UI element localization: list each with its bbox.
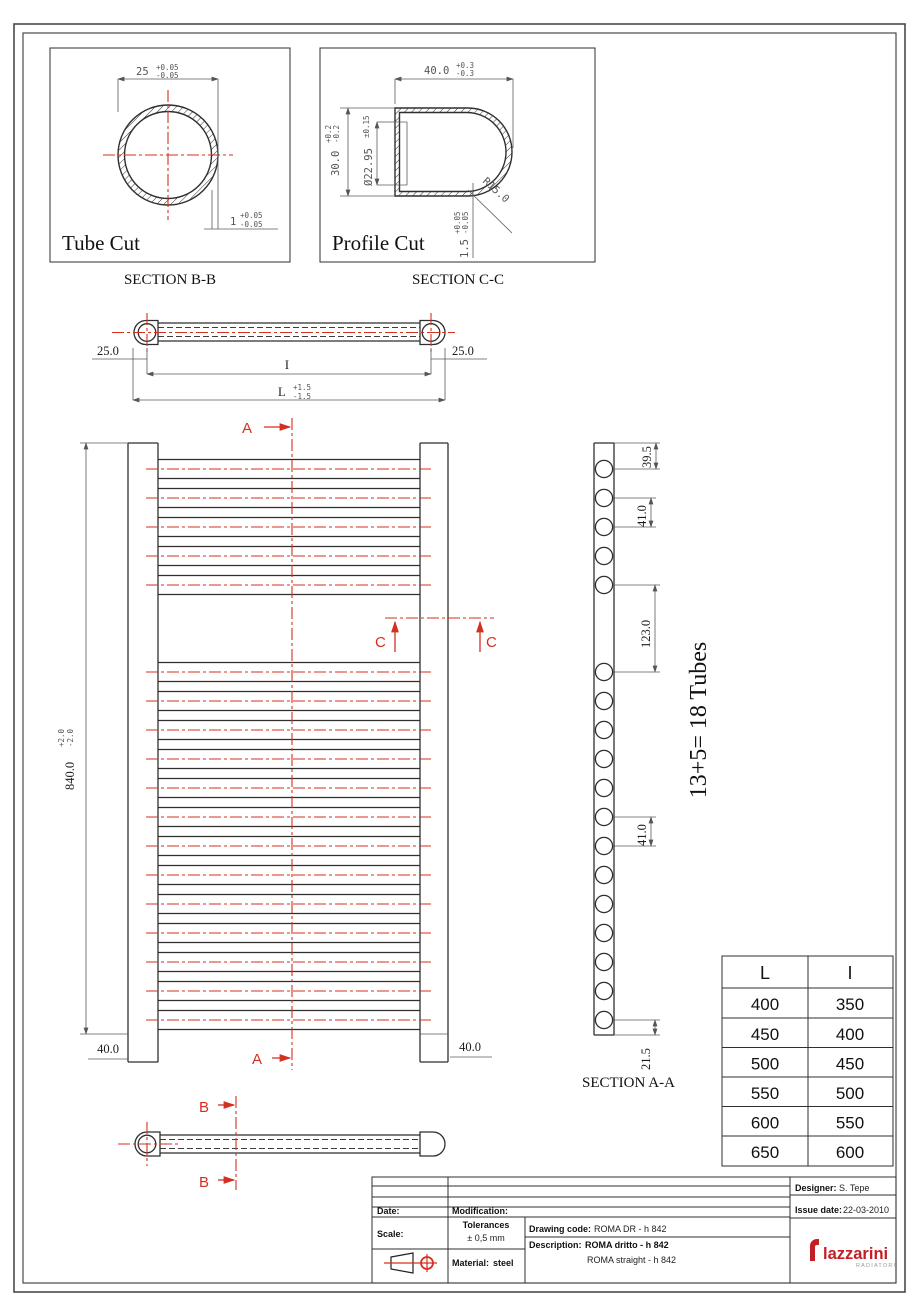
designer-value: S. Tepe (839, 1183, 870, 1193)
svg-text:-0.2: -0.2 (332, 124, 341, 143)
table-cell: 500 (835, 1084, 865, 1103)
brand-icon (810, 1239, 819, 1261)
svg-text:+0.2: +0.2 (324, 124, 333, 143)
view-elevation (57, 418, 497, 1070)
table-cell: 600 (835, 1143, 865, 1162)
lazzarini-logo (810, 1239, 896, 1269)
section-label: SECTION C-C (411, 272, 505, 288)
svg-text:-1.5: -1.5 (293, 392, 312, 401)
dim-pitch-upper: 41.0 (635, 505, 649, 527)
svg-text:+0.05: +0.05 (156, 63, 179, 72)
view-section-cc (320, 48, 595, 288)
table-cell: 350 (835, 995, 865, 1014)
svg-text:+0.05: +0.05 (453, 211, 462, 234)
view-title: Tube Cut (62, 231, 141, 255)
svg-text:-0.05: -0.05 (240, 220, 263, 229)
section-tube-circles (595, 460, 612, 1028)
svg-text:-0.3: -0.3 (456, 69, 475, 78)
marker-c-right: C (486, 634, 497, 651)
dim-left-offset: 25.0 (97, 344, 119, 358)
svg-text:+1.5: +1.5 (293, 383, 312, 392)
svg-text:-0.05: -0.05 (461, 211, 470, 234)
section-label: SECTION B-B (123, 272, 217, 288)
table-cell: 600 (750, 1113, 780, 1133)
elevation-tubes (146, 460, 432, 1030)
dim-top: 39.5 (640, 446, 654, 468)
title-block (372, 1177, 896, 1283)
projection-symbol-icon (384, 1253, 437, 1273)
tolerances-label: Tolerances (462, 1220, 510, 1230)
dim-overall: L (278, 385, 286, 399)
marker-c-left: C (375, 634, 386, 651)
dim-foot-left: 40.0 (97, 1042, 119, 1056)
col-header-i: I (847, 963, 853, 983)
table-cell: 450 (750, 1025, 780, 1044)
drawing-code-value: ROMA DR - h 842 (594, 1224, 667, 1234)
material-value: steel (493, 1258, 514, 1268)
table-cell: 400 (750, 995, 780, 1014)
dim-right-offset: 25.0 (452, 344, 474, 358)
brand-subtitle: RADIATORI (856, 1263, 897, 1269)
scale-label: Scale: (377, 1229, 404, 1239)
modification-label: Modification: (452, 1206, 508, 1216)
marker-b-top: B (199, 1099, 210, 1116)
view-title: Profile Cut (332, 231, 425, 255)
svg-text:+2.0: +2.0 (57, 728, 66, 747)
dim-wall: 1.5 (459, 239, 471, 258)
description-value: ROMA dritto - h 842 (585, 1240, 669, 1250)
dim-bottom: 21.5 (639, 1048, 653, 1070)
dim-foot-right: 40.0 (459, 1040, 481, 1054)
dim-axis-span: I (284, 358, 290, 372)
designer-label: Designer: (795, 1183, 837, 1193)
table-cell: 400 (835, 1025, 865, 1044)
dim-wall: 1 (230, 216, 237, 228)
drawing-code-label: Drawing code: (529, 1224, 592, 1234)
material-label: Material: (452, 1258, 490, 1268)
tolerances-value: ± 0,5 mm (467, 1233, 505, 1243)
view-section-aa (582, 443, 712, 1091)
description-label: Description: (529, 1240, 582, 1250)
marker-a-top: A (242, 420, 253, 437)
table-cell: 550 (750, 1084, 780, 1103)
size-table (722, 956, 893, 1166)
date-label: Date: (377, 1206, 400, 1216)
table-cell: 450 (835, 1054, 865, 1074)
svg-text:-0.05: -0.05 (156, 71, 179, 80)
svg-text:+0.3: +0.3 (456, 61, 475, 70)
section-label: SECTION A-A (582, 1075, 675, 1091)
svg-text:+0.05: +0.05 (240, 211, 263, 220)
tube-count-label: 13+5= 18 Tubes (686, 641, 712, 799)
marker-b-bottom: B (199, 1174, 210, 1191)
dim-bore: Ø22.95 (363, 148, 375, 186)
marker-a-bottom: A (252, 1051, 263, 1068)
col-header-l: L (759, 963, 771, 983)
svg-text:-2.0: -2.0 (66, 728, 75, 747)
right-end-cap (420, 1132, 445, 1156)
issue-date-value: 22-03-2010 (843, 1205, 890, 1215)
description-alt: ROMA straight - h 842 (587, 1255, 677, 1265)
dim-radius: R15.0 (479, 175, 512, 206)
table-cell: 650 (750, 1143, 780, 1162)
table-cell: 500 (750, 1054, 780, 1074)
dim-od: 25 (136, 66, 149, 78)
dim-height: 30.0 (330, 150, 342, 176)
view-top (92, 313, 487, 401)
view-section-bb (50, 48, 290, 288)
dim-width: 40.0 (424, 65, 450, 77)
brand-name: lazzarini (823, 1245, 889, 1263)
svg-text:±0.15: ±0.15 (362, 115, 371, 138)
dim-pitch-lower: 41.0 (635, 824, 649, 846)
table-cell: 550 (835, 1113, 865, 1133)
dim-gap: 123.0 (639, 619, 653, 648)
dim-height: 840.0 (63, 761, 77, 790)
issue-date-label: Issue date: (795, 1205, 843, 1215)
